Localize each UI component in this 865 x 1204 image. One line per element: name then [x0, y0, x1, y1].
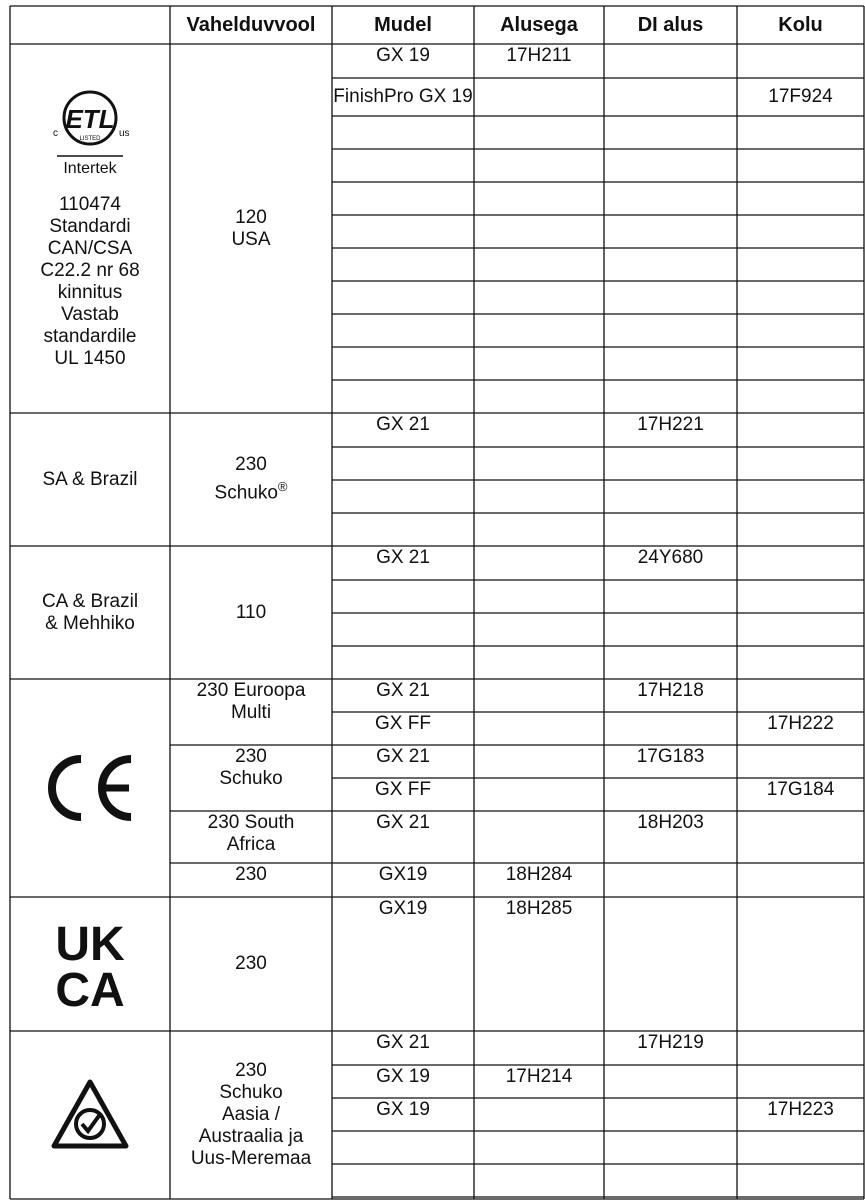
- group0-row8-col3: [474, 314, 604, 347]
- group3-row5-col2: GX19: [378, 864, 428, 885]
- voltage-line: 230 Euroopa: [196, 680, 306, 701]
- group1-certification: [10, 413, 170, 546]
- group3-row3-col2: GX FF: [375, 779, 431, 800]
- group3-row1-col5: 17H222: [767, 713, 834, 734]
- header-cell-4: DI alus: [637, 14, 704, 36]
- group0-row5-col5: [737, 215, 864, 248]
- group3-certification: [10, 679, 170, 897]
- header-cell-1: Vahelduvvool: [186, 14, 316, 36]
- group3-row2-col4: 17G183: [636, 746, 705, 767]
- certification-line: C22.2 nr 68: [40, 260, 140, 281]
- group2-certification: [10, 546, 170, 679]
- group5-row1-col2: GX 19: [376, 1066, 430, 1087]
- group0-row4-col4: [604, 182, 737, 215]
- group0-row0-col3: 17H211: [506, 45, 572, 66]
- group0-row1-col2: FinishPro GX 19: [333, 86, 473, 107]
- group5-row1-col5: [737, 1065, 864, 1098]
- group0-row2-col5: [737, 116, 864, 149]
- group5-row2-col3: [474, 1098, 604, 1131]
- group0-row1-col4: [604, 78, 737, 116]
- group0-voltage-0: [170, 44, 332, 413]
- group2-row3-col5: [737, 646, 864, 679]
- group0-row0-col4: [604, 44, 737, 78]
- voltage-line: 230: [235, 864, 267, 885]
- group0-row7-col2: [332, 281, 474, 314]
- group5-row1-col3: 17H214: [505, 1066, 573, 1087]
- group3-row0-col2: GX 21: [376, 680, 430, 701]
- group2-row0-col3: [474, 546, 604, 580]
- group5-row0-col3: [474, 1031, 604, 1065]
- group2-row0-col2: GX 21: [376, 547, 430, 568]
- group2-row1-col3: [474, 580, 604, 613]
- group0-row10-col4: [604, 380, 737, 413]
- group1-row1-col5: [737, 447, 864, 480]
- group1-row3-col5: [737, 513, 864, 546]
- etl-listed-icon: [35, 78, 145, 178]
- header-cell-3: Alusega: [500, 14, 578, 36]
- group0-row10-col3: [474, 380, 604, 413]
- certification-line: UL 1450: [54, 348, 126, 369]
- group5-row4-col3: [474, 1164, 604, 1197]
- group0-row6-col5: [737, 248, 864, 281]
- group5-row0-col2: GX 21: [376, 1032, 430, 1053]
- voltage-line: 230: [235, 746, 267, 767]
- group5-row5-col3: [474, 1197, 604, 1199]
- svg-text:Intertek: Intertek: [63, 160, 117, 177]
- group3-row5-col3: 18H284: [505, 864, 573, 885]
- voltage-line: Schuko: [219, 1082, 283, 1103]
- group4-row0-col3: 18H285: [505, 898, 573, 919]
- group0-row7-col4: [604, 281, 737, 314]
- group0-row6-col3: [474, 248, 604, 281]
- certification-line: CAN/CSA: [47, 238, 133, 259]
- certification-line: 110474: [58, 194, 121, 215]
- group0-row10-col2: [332, 380, 474, 413]
- group0-row4-col2: [332, 182, 474, 215]
- group0-row9-col4: [604, 347, 737, 380]
- group3-row2-col5: [737, 745, 864, 778]
- certification-text: [40, 194, 139, 370]
- svg-text:ETL: ETL: [65, 104, 115, 134]
- group1-row1-col4: [604, 447, 737, 480]
- group0-row6-col4: [604, 248, 737, 281]
- group0-row6-col2: [332, 248, 474, 281]
- certification-line: standardile: [43, 326, 137, 347]
- group5-row5-col4: [604, 1197, 737, 1199]
- group2-row3-col3: [474, 646, 604, 679]
- group3-row1-col3: [474, 712, 604, 745]
- voltage-line: 110: [235, 601, 267, 623]
- group3-row4-col5: [737, 811, 864, 863]
- group3-voltage-2: [170, 811, 332, 863]
- group3-row4-col2: GX 21: [376, 812, 430, 833]
- group5-row0-col4: 17H219: [637, 1032, 704, 1053]
- group1-row3-col4: [604, 513, 737, 546]
- group1-row0-col2: GX 21: [376, 414, 430, 435]
- voltage-line: USA: [231, 228, 271, 250]
- group3-row1-col2: GX FF: [375, 713, 431, 734]
- group1-row0-col5: [737, 413, 864, 447]
- certification-line: Vastab: [61, 304, 119, 325]
- ukca-mark-icon: [50, 918, 130, 1010]
- group0-certification: [10, 44, 170, 413]
- group0-row10-col5: [737, 380, 864, 413]
- svg-text:c: c: [53, 128, 58, 139]
- voltage-line: 120: [235, 206, 267, 228]
- group2-row0-col5: [737, 546, 864, 580]
- group1-row3-col2: [332, 513, 474, 546]
- group5-row1-col4: [604, 1065, 737, 1098]
- voltage-line: Austraalia ja: [198, 1126, 304, 1147]
- group3-row4-col4: 18H203: [637, 812, 704, 833]
- voltage-line: 230 South: [207, 812, 295, 833]
- group0-row7-col5: [737, 281, 864, 314]
- group3-row4-col3: [474, 811, 604, 863]
- rcm-mark-icon: [50, 1078, 130, 1152]
- group0-row9-col2: [332, 347, 474, 380]
- group1-row2-col3: [474, 480, 604, 513]
- voltage-line: Schuko®: [214, 479, 288, 504]
- group0-row8-col5: [737, 314, 864, 347]
- group5-row3-col2: [332, 1131, 474, 1164]
- group2-voltage-0: [170, 546, 332, 679]
- voltage-line: Aasia /: [221, 1104, 281, 1125]
- group3-row3-col5: 17G184: [766, 779, 835, 800]
- group2-row2-col3: [474, 613, 604, 646]
- svg-text:LISTED: LISTED: [79, 136, 101, 142]
- group0-row4-col5: [737, 182, 864, 215]
- group4-voltage-0: [170, 897, 332, 1031]
- group0-row1-col3: [474, 78, 604, 116]
- voltage-line: Multi: [230, 702, 272, 723]
- group0-row0-col2: GX 19: [376, 45, 430, 66]
- ce-mark-icon: [35, 753, 145, 823]
- group0-row9-col5: [737, 347, 864, 380]
- group5-row2-col5: 17H223: [767, 1099, 834, 1120]
- group4-row0-col4: [604, 897, 737, 1031]
- certification-line: SA & Brazil: [42, 468, 138, 490]
- certification-line: kinnitus: [57, 282, 123, 303]
- group3-row0-col5: [737, 679, 864, 712]
- group0-row0-col5: [737, 44, 864, 78]
- group0-row2-col3: [474, 116, 604, 149]
- group0-row3-col4: [604, 149, 737, 182]
- group1-row2-col4: [604, 480, 737, 513]
- group3-row0-col3: [474, 679, 604, 712]
- group5-row5-col2: [332, 1197, 474, 1199]
- group2-row1-col2: [332, 580, 474, 613]
- group0-row8-col2: [332, 314, 474, 347]
- group3-row2-col3: [474, 745, 604, 778]
- group5-row5-col5: [737, 1197, 864, 1199]
- group1-row0-col4: 17H221: [637, 414, 704, 435]
- svg-text:us: us: [119, 128, 130, 139]
- group2-row1-col4: [604, 580, 737, 613]
- group0-row3-col5: [737, 149, 864, 182]
- group5-row2-col4: [604, 1098, 737, 1131]
- group1-row1-col3: [474, 447, 604, 480]
- group3-row1-col4: [604, 712, 737, 745]
- group3-voltage-3: [170, 863, 332, 897]
- group0-row3-col3: [474, 149, 604, 182]
- group5-row3-col4: [604, 1131, 737, 1164]
- group0-row1-col5: 17F924: [768, 86, 833, 107]
- group0-row5-col4: [604, 215, 737, 248]
- group3-row0-col4: 17H218: [637, 680, 704, 701]
- group3-voltage-0: [170, 679, 332, 745]
- group3-row5-col5: [737, 863, 864, 897]
- group2-row1-col5: [737, 580, 864, 613]
- group2-row2-col5: [737, 613, 864, 646]
- group1-row3-col3: [474, 513, 604, 546]
- group3-row3-col4: [604, 778, 737, 811]
- group1-row2-col5: [737, 480, 864, 513]
- group0-row7-col3: [474, 281, 604, 314]
- voltage-line: 230: [235, 454, 267, 476]
- group4-row0-col5: [737, 897, 864, 1031]
- group0-row3-col2: [332, 149, 474, 182]
- group1-row2-col2: [332, 480, 474, 513]
- group3-voltage-1: [170, 745, 332, 811]
- group1-voltage-0: [170, 413, 332, 546]
- group3-row3-col3: [474, 778, 604, 811]
- group1-row0-col3: [474, 413, 604, 447]
- group5-voltage-0: [170, 1031, 332, 1199]
- group3-row5-col4: [604, 863, 737, 897]
- group2-row3-col4: [604, 646, 737, 679]
- header-cell-0: [10, 6, 170, 44]
- group4-row0-col2: GX19: [378, 898, 428, 919]
- group5-row3-col3: [474, 1131, 604, 1164]
- group5-row3-col5: [737, 1131, 864, 1164]
- group2-row2-col4: [604, 613, 737, 646]
- group2-row2-col2: [332, 613, 474, 646]
- group5-row2-col2: GX 19: [376, 1099, 430, 1120]
- svg-text:CA: CA: [55, 964, 125, 1010]
- voltage-line: Uus-Meremaa: [190, 1148, 312, 1169]
- header-cell-5: Kolu: [778, 14, 823, 36]
- certification-line: Standardi: [49, 216, 131, 237]
- group0-row2-col2: [332, 116, 474, 149]
- group1-row1-col2: [332, 447, 474, 480]
- certification-line: CA & Brazil: [41, 590, 139, 612]
- svg-text:UK: UK: [55, 918, 125, 971]
- group2-row0-col4: 24Y680: [637, 547, 704, 568]
- group4-certification: [10, 897, 170, 1031]
- group5-row4-col5: [737, 1164, 864, 1197]
- group0-row9-col3: [474, 347, 604, 380]
- voltage-line: 230: [235, 1060, 267, 1081]
- group0-row5-col3: [474, 215, 604, 248]
- group5-certification: [10, 1031, 170, 1199]
- group0-row5-col2: [332, 215, 474, 248]
- group0-row4-col3: [474, 182, 604, 215]
- group0-row2-col4: [604, 116, 737, 149]
- group2-row3-col2: [332, 646, 474, 679]
- group5-row4-col4: [604, 1164, 737, 1197]
- group5-row4-col2: [332, 1164, 474, 1197]
- certification-line: & Mehhiko: [45, 612, 135, 634]
- header-cell-2: Mudel: [374, 14, 432, 36]
- voltage-line: Schuko: [219, 768, 283, 789]
- voltage-line: Africa: [226, 834, 276, 855]
- voltage-line: 230: [235, 953, 267, 974]
- group5-row0-col5: [737, 1031, 864, 1065]
- group3-row2-col2: GX 21: [376, 746, 430, 767]
- group0-row8-col4: [604, 314, 737, 347]
